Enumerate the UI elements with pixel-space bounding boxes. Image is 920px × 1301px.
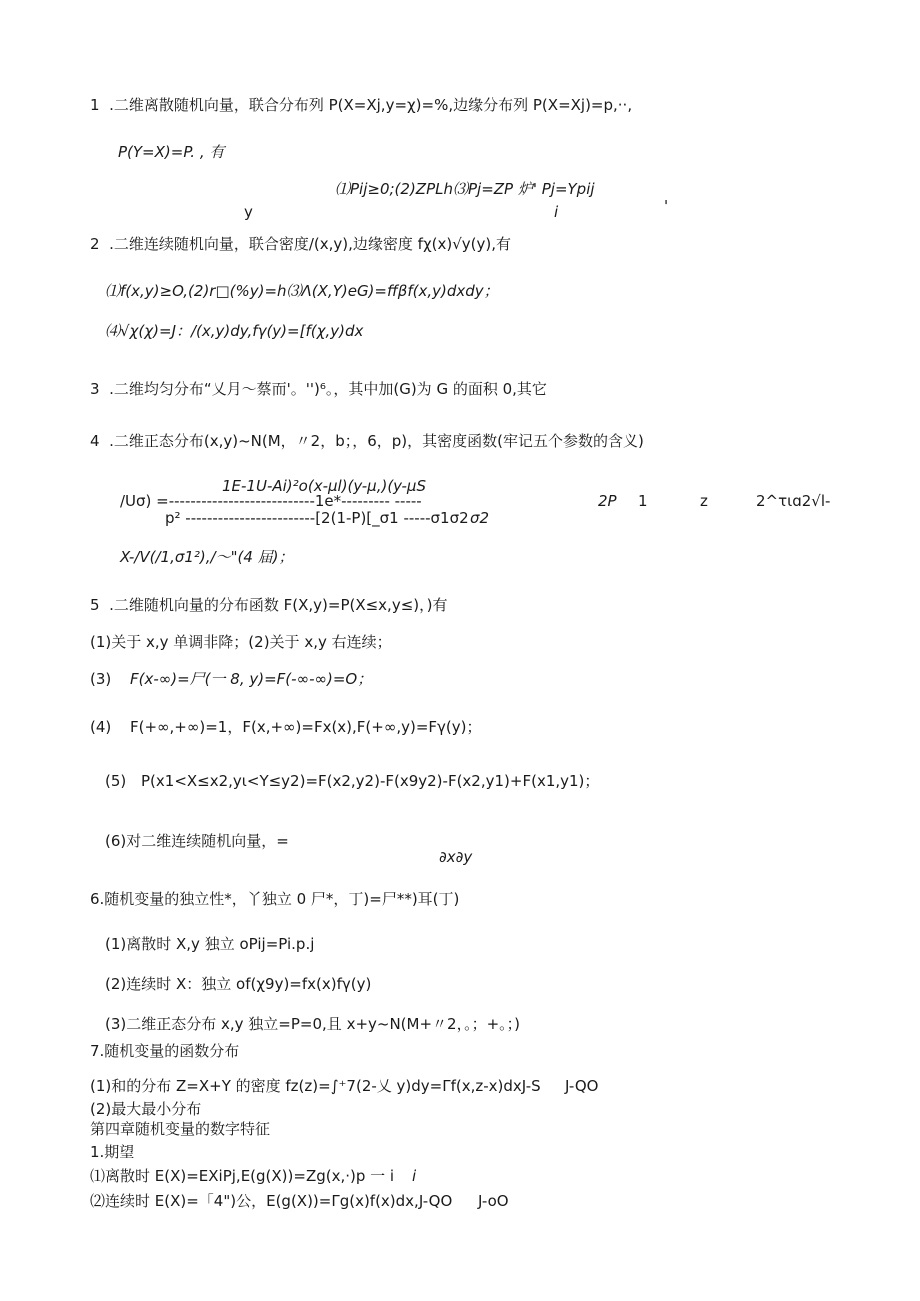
s4-line1: 4 .二维正态分布(x,y)~N(M，〃2，b；，6，p)，其密度函数(牢记五个参数的含义): [90, 432, 644, 450]
s7-line3: (2)最大最小分布: [90, 1100, 202, 1118]
s2-line3: ⑷√χ(χ)=J：/(x,y)dy,fγ(y)=[f(χ,y)dx: [105, 322, 364, 340]
s4-formula-2p: 2P: [598, 492, 617, 510]
s7-line1: 7.随机变量的函数分布: [90, 1042, 240, 1060]
ch4-line1: 1.期望: [90, 1143, 135, 1161]
s5-line4: F(+∞,+∞)=1，F(x,+∞)=Fx(x),F(+∞,y)=Fγ(y)；: [130, 718, 482, 736]
s1-sub-y: y: [244, 203, 253, 221]
s4-formula-bottom: p² ------------------------[2(1-P)[_σ1 -----σ1σ2: [165, 509, 469, 527]
s5-line5: P(x1<X≤x2,yι<Y≤y2)=F(x2,y2)-F(x9y2)-F(x2,y1)+F(x1,y1)；: [141, 772, 600, 790]
s4-formula-sigma2: σ2: [470, 509, 490, 527]
ch4-line2: ⑴离散时 E(X)=EXiPj,E(g(X))=Zg(x,·)p 一 i: [90, 1167, 395, 1185]
s5-num4: (4): [90, 718, 112, 736]
ch4-line3: ⑵连续时 E(X)=「4")公，E(g(X))=Γg(x)f(x)dx,J-QO: [90, 1192, 453, 1210]
s5-line3: F(x-∞)=尸(一 8, y)=F(-∞-∞)=O；: [130, 670, 373, 688]
s4-formula-z: z: [700, 492, 708, 510]
s5-num5: (5): [105, 772, 127, 790]
s5-line6: (6)对二维连续随机向量，=: [105, 832, 289, 850]
s2-line1: 2 .二维连续随机向量，联合密度/(x,y),边缘密度 fχ(x)√y(y),有: [90, 235, 511, 253]
s5-line2: (1)关于 x,y 单调非降；(2)关于 x,y 右连续；: [90, 633, 392, 651]
s1-sub-i: i: [554, 203, 559, 221]
s6-line4: (3)二维正态分布 x,y 独立=P=0,且 x+y~N(M+〃2，。；+。；): [105, 1015, 521, 1033]
s1-line2: P(Y=X)=P. , 有: [118, 143, 225, 161]
s4-formula-top: 1E-1U-Ai)²o(x-μl)(y-μ,)(y-μS: [222, 477, 426, 495]
s6-line3: (2)连续时 X：独立 of(χ9y)=fx(x)fγ(y): [105, 975, 372, 993]
s4-formula-end: 2^τιɑ2√l-: [756, 492, 831, 510]
s4-line-last: X-/V(∕1,σ1²),/～"(4 届)；: [120, 548, 294, 566]
s4-formula-lhs: /Uσ) =---------------------------1e*--------- -----: [120, 492, 422, 510]
s6-line2: (1)离散时 X,y 独立 oPij=Pi.p.j: [105, 935, 315, 953]
s7-line2: (1)和的分布 Z=X+Y 的密度 fz(z)=∫⁺7(2-乂 y)dy=Γf(x,z-x)dxJ-S: [90, 1077, 541, 1095]
s5-num3: (3): [90, 670, 112, 688]
s2-line2: ⑴f(x,y)≥O,(2)r□(%y)=h⑶Λ(X,Y)eG)=ffβf(x,y)dxdy；: [105, 282, 499, 300]
s4-formula-1: 1: [638, 492, 648, 510]
s1-line1: 1 .二维离散随机向量，联合分布列 P(X=Xj,y=χ)=%,边缘分布列 P(X=Xj)=p,··,: [90, 96, 633, 114]
s1-formula: ⑴Pij≥0;(2)ZPLh⑶Pj=ZP 炉' Pj=Ypij: [335, 180, 595, 198]
chapter4-title: 第四章随机变量的数字特征: [90, 1120, 271, 1138]
ch4-line2-sub-i: i: [412, 1167, 417, 1185]
s3-line1: 3 .二维均匀分布“乂月～蔡而'。'')⁶。，其中加(G)为 G 的面积 0,其它: [90, 380, 547, 398]
s6-line1: 6.随机变量的独立性*，丫独立 0 尸*，丁)=尸**)耳(丁): [90, 890, 460, 908]
s5-line1: 5 .二维随机向量的分布函数 F(X,y)=P(X≤x,y≤)，)有: [90, 596, 448, 614]
s5-line6-denominator: ∂x∂y: [439, 848, 473, 866]
s1-sub-comma: ': [664, 197, 669, 215]
ch4-line3-limit: J-oO: [478, 1192, 509, 1210]
s7-line2-limit: J-QO: [565, 1077, 599, 1095]
